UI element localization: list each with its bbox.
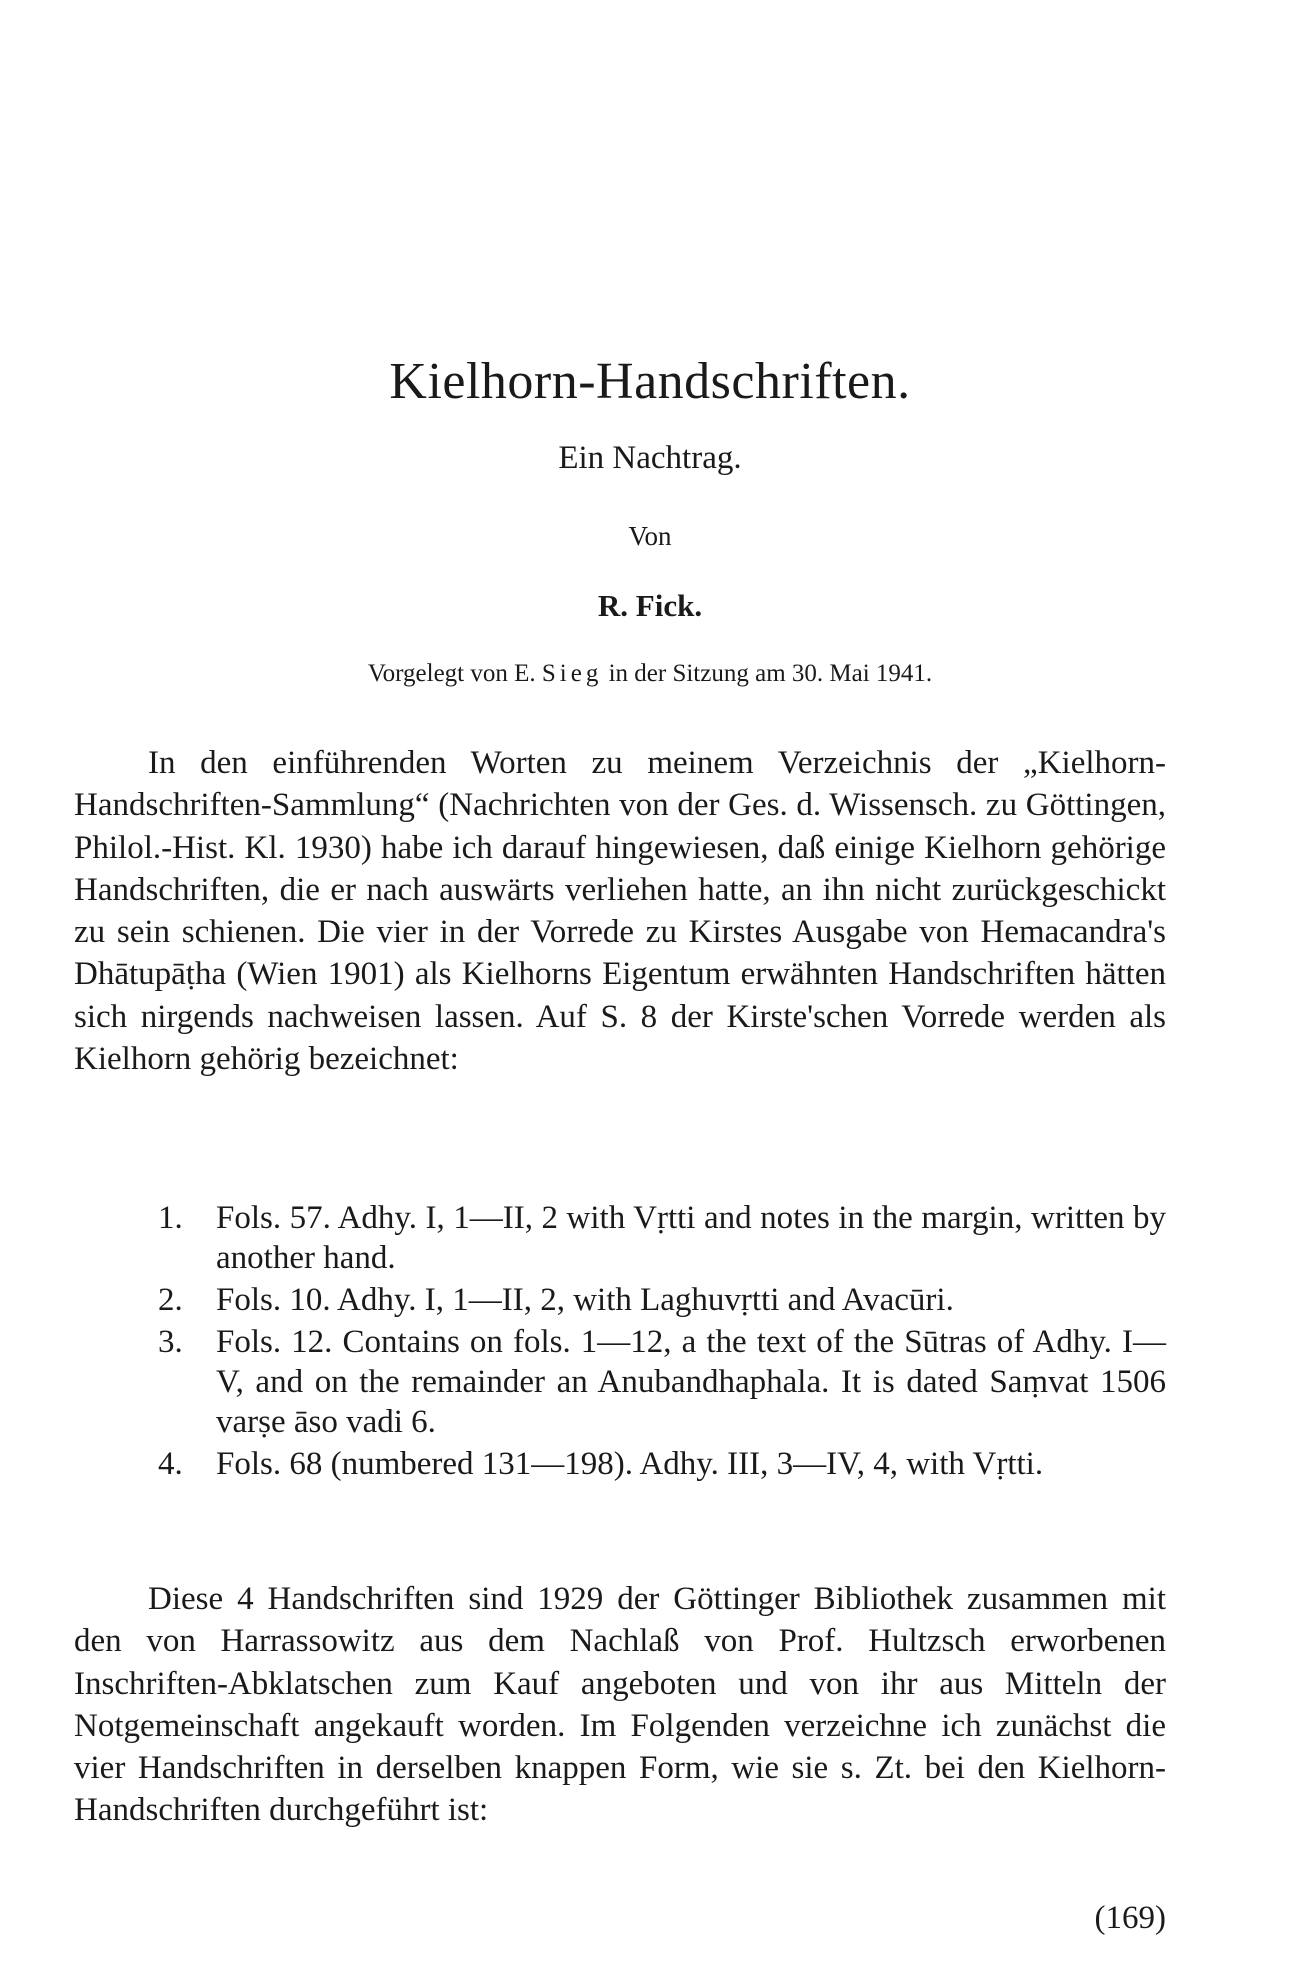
presenter-name: Sieg [541,660,603,687]
manuscript-list [158,1198,1166,1486]
list-item [158,1322,1166,1442]
closing-paragraph-block [74,1578,1166,1832]
presented-prefix: Vorgelegt von E. [367,660,536,687]
intro-paragraph-block [74,742,1166,1080]
list-item-number: 1. [158,1200,183,1236]
list-item-number: 2. [158,1282,183,1318]
list-item-text: Fols. 12. Contains on fols. 1—12, a the text of the Sūtras of Adhy. I—V, and on the remainder an Anubandhaphala. It is dated Saṃvat 1506 varṣe āso vadi 6. [216,1324,1166,1440]
list-item-text: Fols. 57. Adhy. I, 1—II, 2 with Vṛtti and notes in the margin, written by another hand. [216,1200,1166,1276]
list-item [158,1280,1166,1320]
list-item-text: Fols. 68 (numbered 131—198). Adhy. III, 3—IV, 4, with Vṛtti. [216,1446,1044,1482]
author-name: R. Fick. [597,588,703,623]
presented-suffix: in der Sitzung am 30. Mai 1941. [608,660,933,687]
list-item-text: Fols. 10. Adhy. I, 1—II, 2, with Laghuvṛtti and Avacūri. [216,1282,954,1318]
page-number: (169) [1094,1900,1166,1936]
list-item [158,1444,1166,1484]
list-item-number: 3. [158,1324,183,1360]
intro-paragraph: In den einführenden Worten zu meinem Verzeichnis der „Kielhorn-Handschriften-Sammlung“ (Nachrichten von der Ges. d. Wissensch. zu Göttingen, Philol.-Hist. Kl. 1930) habe ich darauf hingewiesen, daß einige Kielhorn gehörige Handschriften, die er nach auswärts verliehen hatte, an ihn nicht zurückgeschickt zu sein schienen. Die vier in der Vorrede zu Kirstes Ausgabe von Hemacandra's Dhātupāṭha (Wien 1901) als Kielhorns Eigentum erwähnten Handschriften hätten sich nirgends nachweisen lassen. Auf S. 8 der Kirste'schen Vorrede werden als Kielhorn gehörig bezeichnet: [74,745,1166,1078]
presented-note [0,659,1300,689]
list-item [158,1198,1166,1278]
article-title: Kielhorn-Handschriften. [389,353,911,410]
article-subtitle: Ein Nachtrag. [558,440,742,476]
byline-von: Von [628,521,672,551]
list-item-number: 4. [158,1446,183,1482]
closing-paragraph: Diese 4 Handschriften sind 1929 der Göttinger Bibliothek zusammen mit den von Harrassowitz aus dem Nachlaß von Prof. Hultzsch erworbenen Inschriften-Abklatschen zum Kauf angeboten und von ihr aus Mitteln der Notgemeinschaft angekauft worden. Im Folgenden verzeichne ich zunächst die vier Handschriften in derselben knappen Form, wie sie s. Zt. bei den Kielhorn-Handschriften durchgeführt ist: [74,1581,1166,1829]
